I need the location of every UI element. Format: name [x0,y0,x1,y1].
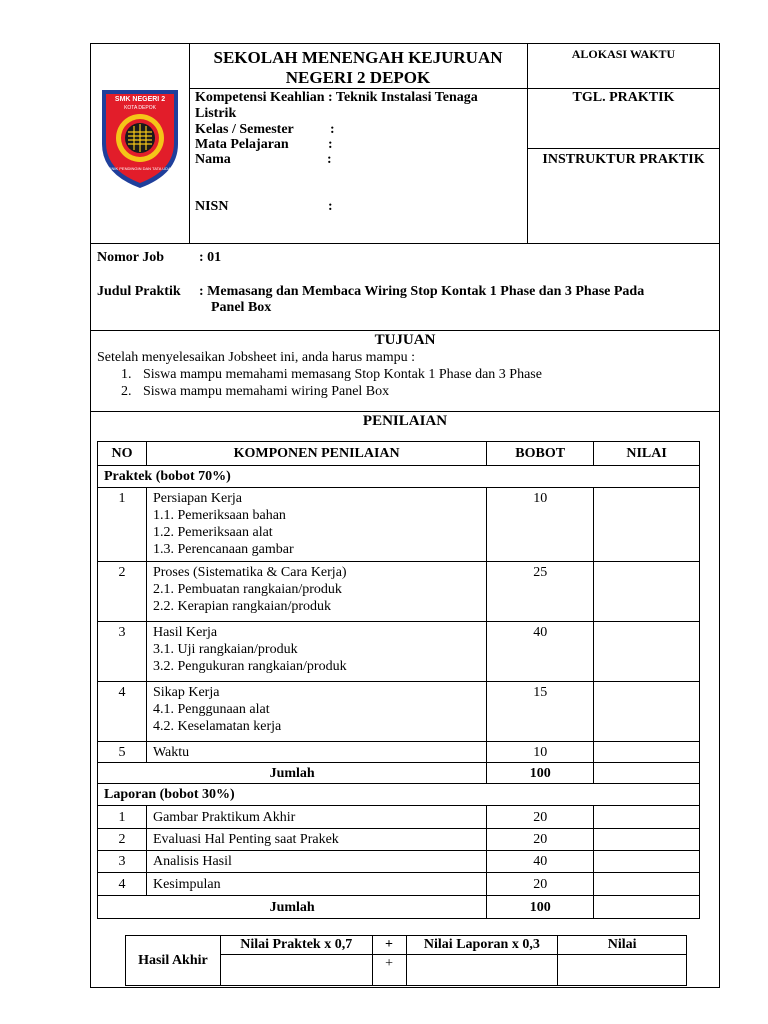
judul-praktik-line1: : Memasang dan Membaca Wiring Stop Kontak 1 Phase dan 3 Phase Pada [199,284,645,299]
header-no: NO [98,442,147,466]
row-no: 1 [98,488,147,562]
row-nilai [594,562,700,622]
nilai-laporan-value [406,955,558,986]
row-komponen-title: Sikap Kerja [152,685,220,700]
nisn-label: NISN [195,199,229,214]
laporan-jumlah-row [98,896,700,919]
laporan-section-title: Laporan (bobot 30%) [98,784,700,806]
row-komponen [146,622,486,682]
row-sub-item: 1.1. Pemeriksaan bahan [152,508,286,523]
row-sub-item: 2.1. Pembuatan rangkaian/produk [152,582,342,597]
row-nilai [594,488,700,562]
row-komponen-title: Waktu [152,745,190,760]
plus-sign-value: + [372,955,406,986]
plus-sign-header: + [372,936,406,955]
praktek-jumlah-row [98,763,700,784]
tujuan-item-2: Siswa mampu memahami wiring Panel Box [143,384,390,399]
header-nilai: NILAI [594,442,700,466]
row-no: 4 [98,682,147,742]
row-sub-item: 3.1. Uji rangkaian/produk [152,642,298,657]
row-no: 3 [98,622,147,682]
praktek-jumlah-value: 100 [487,763,594,784]
row-no: 4 [98,873,147,896]
hasil-akhir-table [125,935,687,986]
row-komponen [146,742,486,763]
mapel-colon: : [328,137,333,152]
table-row [98,742,700,763]
table-row [98,488,700,562]
nilai-praktek-header: Nilai Praktek x 0,7 [220,936,372,955]
table-row [98,806,700,829]
nilai-laporan-header: Nilai Laporan x 0,3 [406,936,558,955]
laporan-jumlah-nilai [594,896,700,919]
praktek-section-row [98,466,700,488]
row-no: 1 [98,806,147,829]
row-nilai [594,806,700,829]
school-name-line2: NEGERI 2 DEPOK [285,68,431,87]
header-bobot: BOBOT [487,442,594,466]
row-sub-item: 1.3. Perencanaan gambar [152,542,294,557]
row-komponen [146,562,486,622]
row-no: 2 [98,829,147,851]
nilai-header: Nilai [558,936,687,955]
judul-praktik-label: Judul Praktik [97,284,181,299]
row-bobot: 20 [487,806,594,829]
header-divider-v2 [527,43,528,243]
tujuan-title: TUJUAN [374,332,436,348]
table-row [98,851,700,873]
kelas-colon: : [330,122,335,137]
tujuan-item-2-num: 2. [121,384,132,399]
nilai-value [558,955,687,986]
tujuan-item-1: Siswa mampu memahami memasang Stop Kontak 1 Phase dan 3 Phase [143,367,542,382]
tujuan-item-1-num: 1. [121,367,132,382]
row-sub-item: 2.2. Kerapian rangkaian/produk [152,599,332,614]
school-logo [98,86,182,192]
penilaian-title: PENILAIAN [362,413,448,429]
row-nilai [594,851,700,873]
row-no: 3 [98,851,147,873]
kompetensi-cont: Listrik [195,106,237,121]
header-komponen: KOMPONEN PENILAIAN [146,442,486,466]
table-row [98,829,700,851]
logo-text-sub: KOTA DEPOK [124,105,156,111]
row-nilai [594,742,700,763]
school-name-line1: SEKOLAH MENENGAH KEJURUAN [213,48,503,67]
alokasi-waktu-label: ALOKASI WAKTU [571,47,676,61]
job-bottom-line [90,330,720,331]
row-bobot: 20 [487,829,594,851]
praktek-jumlah-label: Jumlah [98,763,487,784]
header-bottom-line [90,243,720,244]
row-nilai [594,622,700,682]
row-sub-item: 4.2. Keselamatan kerja [152,719,282,734]
praktek-section-title: Praktek (bobot 70%) [98,466,700,488]
row-bobot: 40 [487,622,594,682]
row-komponen [146,682,486,742]
table-row [98,873,700,896]
row-komponen-title: Proses (Sistematika & Cara Kerja) [152,565,347,580]
logo-text-ring: TEKNIK PENDINGIN DAN TATA UDARA [103,166,177,171]
mapel-label: Mata Pelajaran [195,137,289,152]
row-bobot: 10 [487,488,594,562]
tgl-praktik-label: TGL. PRAKTIK [572,90,675,105]
row-sub-item: 1.2. Pemeriksaan alat [152,525,273,540]
row-bobot: 10 [487,742,594,763]
row-komponen: Gambar Praktikum Akhir [146,806,486,829]
row-no: 2 [98,562,147,622]
nama-label: Nama [195,152,231,167]
judul-praktik-line2: Panel Box [211,300,272,315]
nomor-job-label: Nomor Job [97,250,165,265]
logo-text-top: SMK NEGERI 2 [114,96,166,103]
table-row [98,562,700,622]
row-komponen: Analisis Hasil [146,851,486,873]
row-sub-item: 3.2. Pengukuran rangkaian/produk [152,659,347,674]
table-row [98,682,700,742]
row-komponen-title: Hasil Kerja [152,625,218,640]
row-nilai [594,682,700,742]
nisn-colon: : [328,199,333,214]
hasil-akhir-label: Hasil Akhir [126,936,221,986]
row-bobot: 25 [487,562,594,622]
hasil-header-row [126,936,687,955]
row-komponen-title: Persiapan Kerja [152,491,242,506]
tujuan-intro: Setelah menyelesaikan Jobsheet ini, anda harus mampu : [97,350,416,365]
header-divider-h2 [527,148,720,149]
row-bobot: 20 [487,873,594,896]
penilaian-table [97,441,700,919]
tujuan-bottom-line [90,411,720,412]
kompetensi-label: Kompetensi Keahlian : Teknik Instalasi Tenaga [195,90,478,105]
row-nilai [594,829,700,851]
table-header-row [98,442,700,466]
nomor-job-value: : 01 [199,250,222,265]
row-nilai [594,873,700,896]
laporan-jumlah-value: 100 [487,896,594,919]
row-komponen [146,488,486,562]
row-no: 5 [98,742,147,763]
row-bobot: 15 [487,682,594,742]
nama-colon: : [327,152,332,167]
row-komponen: Kesimpulan [146,873,486,896]
praktek-jumlah-nilai [594,763,700,784]
kelas-label: Kelas / Semester [195,122,294,137]
row-komponen: Evaluasi Hal Penting saat Prakek [146,829,486,851]
nilai-praktek-value [220,955,372,986]
laporan-jumlah-label: Jumlah [98,896,487,919]
row-bobot: 40 [487,851,594,873]
instruktur-praktik-label: INSTRUKTUR PRAKTIK [542,152,705,167]
table-row [98,622,700,682]
row-sub-item: 4.1. Penggunaan alat [152,702,270,717]
laporan-section-row [98,784,700,806]
